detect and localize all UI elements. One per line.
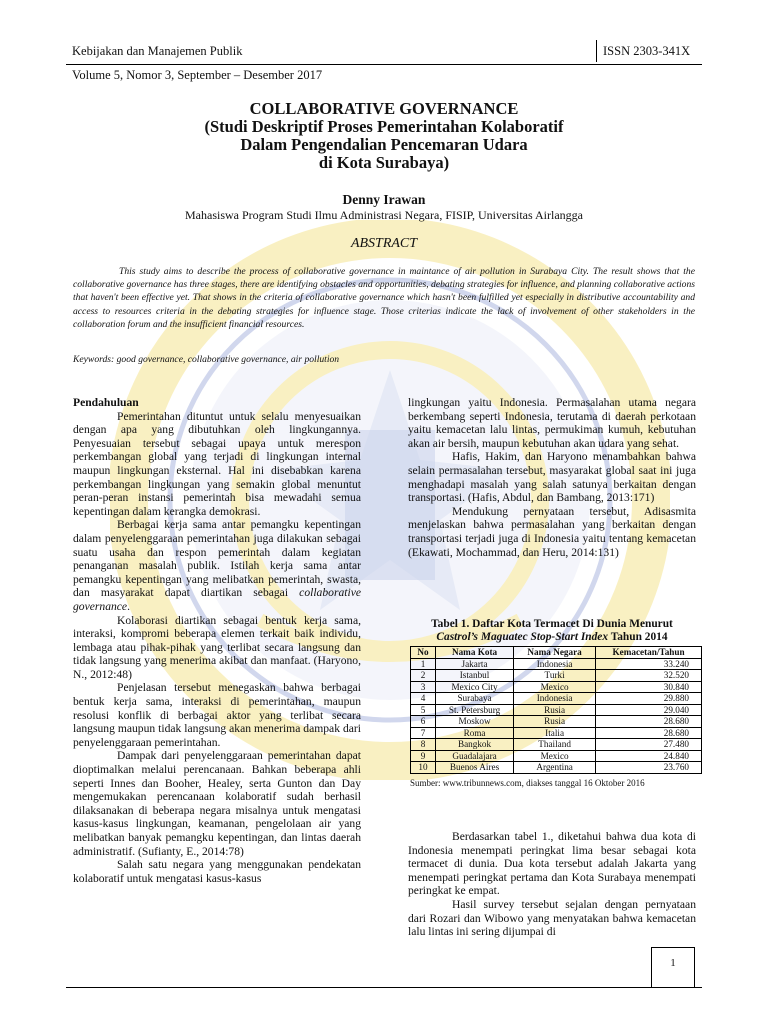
table-cell: 33.240: [596, 658, 702, 670]
col-header: Kemacetan/Tahun: [596, 647, 702, 659]
table-row: [411, 716, 702, 728]
table-cell: Bangkok: [436, 739, 514, 751]
table-cell: 27.480: [596, 739, 702, 751]
issn: ISSN 2303-341X: [596, 40, 707, 62]
table-cell: 1: [411, 658, 436, 670]
table-cell: 5: [411, 704, 436, 716]
paragraph: Berdasarkan tabel 1., diketahui bahwa dua kota di Indonesia menempati peringkat lima besar sebagai kota termacet di dunia. Dua kota tersebut adalah Jakarta yang menempati peringkat pertama dan Kota Surabaya menempati peringkat ke empat.: [408, 830, 696, 898]
right-column-top: [408, 396, 696, 559]
paragraph: Pemerintahan dituntut untuk selalu menyesuaikan dengan apa yang dibutuhkan oleh lingkungannya. Penyesuaian tersebut sebagai upaya untuk merespon perkembangan global yang terjadi di lingkungan internal maupun lingkungan eksternal. Hal ini disebabkan karena perkembangan lingkungan yang semakin global menuntut peran-peran instansi pemerintah bisa mewadahi semua kepentingan dalam kerangka demokrasi.: [73, 409, 361, 518]
table-cell: 28.680: [596, 727, 702, 739]
table-row: [411, 670, 702, 682]
title-line: COLLABORATIVE GOVERNANCE: [249, 99, 519, 118]
abstract-heading: ABSTRACT: [350, 236, 418, 251]
table-cell: Indonesia: [514, 693, 596, 705]
paragraph: Dampak dari penyelenggaraan pemerintahan dapat dioptimalkan melalui perencanaan. Bahkan beberapa ahli seperti Innes dan Booher, Healey, serta Gunton dan Day mengemukakan perencanaan kolaboratif sudah berhasil dilaksanakan di beberapa negara misalnya untuk mengatasi kasus-kasus lingkungan, keamanan, pengelolaan air yang melibatkan banyak pemangku kepentingan, dan lintas daerah administratif. (Sufianty, E., 2014:78): [73, 749, 361, 858]
table-cell: Guadalajara: [436, 750, 514, 762]
table-cell: Argentina: [514, 762, 596, 774]
paragraph: lingkungan yaitu Indonesia. Permasalahan utama negara berkembang seperti Indonesia, terutama di daerah perkotaan yaitu kemacetan lalu lintas, permukiman kumuh, kebutuhan akan air bersih, maupun kebutuhan akan udara yang sehat.: [408, 396, 696, 450]
author-affiliation: Mahasiswa Program Studi Ilmu Administrasi Negara, FISIP, Universitas Airlangga: [185, 208, 583, 222]
table-cell: Mexico: [514, 681, 596, 693]
caption-brand: Castrol’s Maguatec Stop-Start Index: [436, 631, 609, 643]
table-source: Sumber: www.tribunnews.com, diakses tanggal 16 Oktober 2016: [410, 778, 645, 788]
volume-info: Volume 5, Nomor 3, September – Desember 2017: [72, 68, 323, 82]
title-line: (Studi Deskriptif Proses Pemerintahan Kolaboratif: [204, 117, 564, 136]
table-header-row: [411, 647, 702, 659]
table-cell: Indonesia: [514, 658, 596, 670]
table-cell: Buenos Aires: [436, 762, 514, 774]
title-line: di Kota Surabaya): [318, 153, 450, 172]
paragraph-text: Berbagai kerja sama antar pemangku kepentingan dalam penyelenggaraan pemerintahan juga dilakukan sebagai suatu usaha dan respon pemerintah dalam kegiatan penanganan masalah publik. Istilah kerja sama antar pemangku kepentingan yang melibatkan pemerintah, swasta, dan masyarakat dapat diartikan sebagai: [73, 518, 361, 600]
table-cell: Rusia: [514, 704, 596, 716]
table-cell: 10: [411, 762, 436, 774]
table-cell: 32.520: [596, 670, 702, 682]
table-cell: 2: [411, 670, 436, 682]
table-row: [411, 704, 702, 716]
page-number: 1: [651, 947, 695, 988]
table-caption: [404, 618, 700, 644]
table-cell: Istanbul: [436, 670, 514, 682]
table-cell: 28.680: [596, 716, 702, 728]
table-cell: 9: [411, 750, 436, 762]
table-cell: Thailand: [514, 739, 596, 751]
table-cell: St. Petersburg: [436, 704, 514, 716]
journal-name: Kebijakan dan Manajemen Publik: [72, 44, 243, 58]
paragraph: Salah satu negara yang menggunakan pendekatan kolaboratif untuk mengatasi kasus-kasus: [73, 858, 361, 885]
table-cell: Turki: [514, 670, 596, 682]
paragraph: Hafis, Hakim, dan Haryono menambahkan bahwa selain permasalahan tersebut, masyarakat global saat ini juga menghadapi masalah yang salah satunya berkaitan dengan transportasi. (Hafis, Abdul, dan Bambang, 2013:171): [408, 450, 696, 505]
left-column: [73, 396, 361, 885]
paragraph: Penjelasan tersebut menegaskan bahwa berbagai bentuk kerja sama, interaksi di pemerintahan, maupun resolusi konflik di berbagai aktor yang terlibat secara langsung maupun tidak langsung akan menerima dampak dari penyelenggaraan pemerintahan.: [73, 681, 361, 749]
caption-line: Tabel 1. Daftar Kota Termacet Di Dunia Menurut: [431, 618, 673, 630]
table-cell: 23.760: [596, 762, 702, 774]
table-cell: 4: [411, 693, 436, 705]
table-row: [411, 727, 702, 739]
table-cell: Italia: [514, 727, 596, 739]
table-cell: Mexico: [514, 750, 596, 762]
table-cell: 30.840: [596, 681, 702, 693]
table-cell: 7: [411, 727, 436, 739]
right-column-bottom: [408, 830, 696, 939]
paragraph: Kolaborasi diartikan sebagai bentuk kerja sama, interaksi, kompromi beberapa elemen terkait baik individu, lembaga atau pihak-pihak yang terlibat secara langsung dan tidak langsung yang menerima akibat dan manfaat. (Haryono, N., 2012:48): [73, 613, 361, 681]
paragraph: Hasil survey tersebut sejalan dengan pernyataan dari Rozari dan Wibowo yang menyatakan bahwa kemacetan lalu lintas ini sering dijumpai di: [408, 897, 696, 939]
paragraph: [73, 518, 361, 613]
paragraph: Mendukung pernyataan tersebut, Adisasmita menjelaskan bahwa permasalahan yang berkaitan dengan transportasi terjadi juga di Indonesia yaitu tentang kemacetan (Ekawati, Mochammad, dan Heru, 2014:131): [408, 504, 696, 559]
table-cell: 24.840: [596, 750, 702, 762]
table-cell: Mexico City: [436, 681, 514, 693]
table-row: [411, 658, 702, 670]
table-cell: 6: [411, 716, 436, 728]
table-row: [411, 681, 702, 693]
caption-year: Tahun 2014: [608, 631, 668, 643]
table-cell: Surabaya: [436, 693, 514, 705]
table-cell: 3: [411, 681, 436, 693]
table-cell: 29.880: [596, 693, 702, 705]
keywords: Keywords: good governance, collaborative governance, air pollution: [73, 354, 340, 365]
col-header: No: [411, 647, 436, 659]
table-cell: Roma: [436, 727, 514, 739]
italic-term: collaborative governance: [73, 586, 361, 613]
table-cell: 29.040: [596, 704, 702, 716]
table-cell: Jakarta: [436, 658, 514, 670]
table-cell: Moskow: [436, 716, 514, 728]
caption-line: [404, 631, 700, 644]
table-row: [411, 750, 702, 762]
title-line: Dalam Pengendalian Pencemaran Udara: [240, 135, 528, 154]
header-rule: [66, 64, 702, 65]
section-heading: Pendahuluan: [73, 396, 139, 409]
abstract-text: This study aims to describe the process of collaborative governance in maintance of air pollution in Surabaya City. The result shows that the collaborative governance has three stages, there are identifying obstacles and opportunities, debating strategies for influence, and planning collaborative actions that haven't been effective yet. That shows in the criteria of collaborative governance which hasn't been fulfilled yet especially in distributive accountability and access to resources criteria in the debating strategies for influence stage. Those criterias indicate the lack of involvement of other stakeholders in the collaboration forum and the insufficient financial resources.: [73, 266, 695, 330]
footer-rule: [66, 987, 702, 988]
table-row: [411, 739, 702, 751]
table-cell: Rusia: [514, 716, 596, 728]
col-header: Nama Kota: [436, 647, 514, 659]
paper-title: [120, 100, 648, 172]
table-row: [411, 693, 702, 705]
paragraph-end: .: [127, 599, 130, 613]
col-header: Nama Negara: [514, 647, 596, 659]
congestion-table: [410, 646, 702, 774]
table-cell: 8: [411, 739, 436, 751]
author-name: Denny Irawan: [342, 192, 426, 207]
table-row: [411, 762, 702, 774]
